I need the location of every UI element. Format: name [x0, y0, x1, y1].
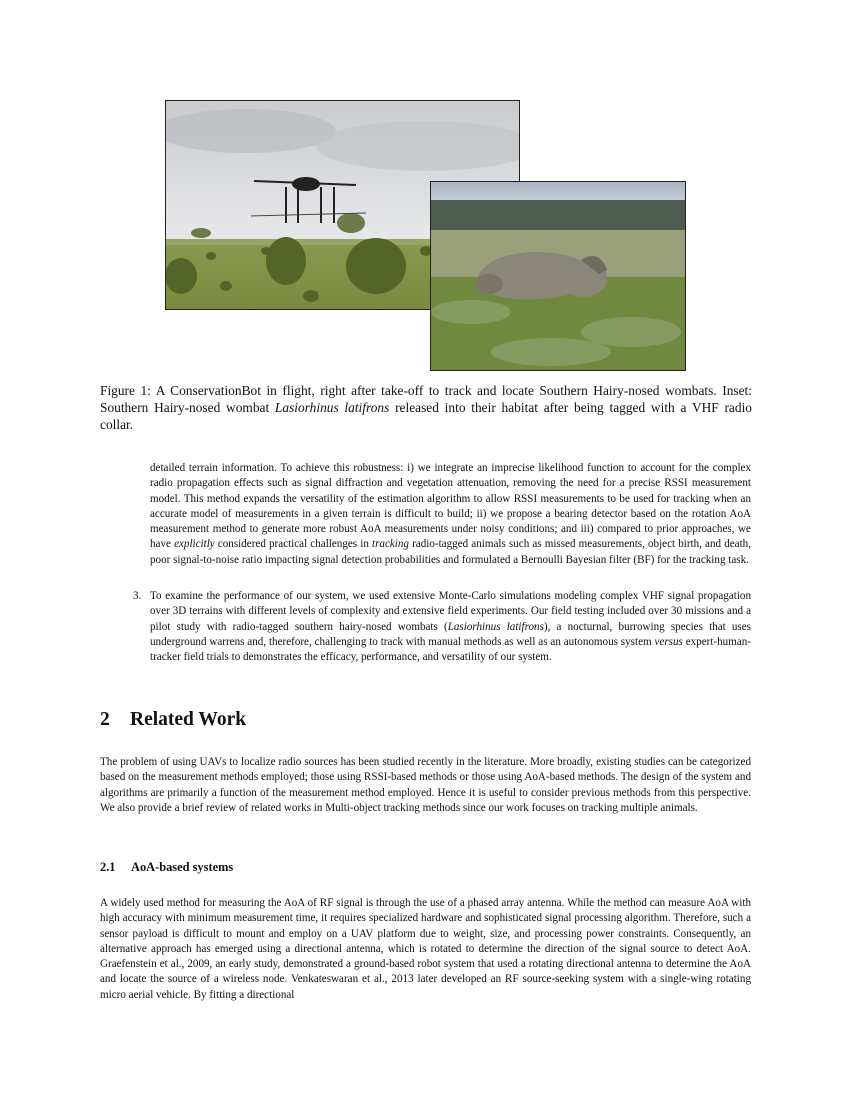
- contribution-item-3: [133, 589, 751, 665]
- emphasis-explicitly: explicitly: [174, 538, 215, 551]
- item-text-3: expert-human-tracker field trials to demonstrates the efficacy, performance, and versatility of our system.: [150, 635, 751, 664]
- item-text-2: ), a nocturnal, burrowing species that uses underground warrens and, therefore, challenging to track with manual methods as well as an autonomous system: [150, 620, 751, 648]
- emphasis-versus: versus: [654, 635, 683, 648]
- caption-text-end: released into their habitat after being tagged with a VHF radio collar.: [100, 400, 752, 432]
- section-title: Related Work: [130, 709, 247, 730]
- list-number: 3.: [133, 590, 142, 602]
- caption-species-name: Lasiorhinus latifrons: [274, 400, 390, 415]
- caption-text: Figure 1: A ConservationBot in flight, right after take-off to track and locate Southern Hairy-nosed wombats. Inset: Southern Hairy-nosed wombat: [100, 383, 752, 415]
- continuation-text-3: radio-tagged animals such as missed measurements, object birth, and death, poor signal-to-noise ratio impacting signal detection probabilities and formulated a Bernoulli Bayesian filter (BF) for the tracking task.: [150, 538, 751, 566]
- aoa-paragraph: A widely used method for measuring the AoA of RF signal is through the use of a phased array antenna. While the method can measure AoA with high accuracy with minimum measurement time, it requires specialized hardware and sophisticated signal processing algorithm. Therefore, such a sensor payload is difficult to mount and employ on a UAV platform due to weight, size, and processing power constraints. Consequently, an alternative approach has emerged using a directional antenna, which is rotated to determine the direction of the signal source to detect AoA. Graefenstein et al., 2009, an early study, demonstrated a ground-based robot system that used a rotating directional antenna to determine the AoA and locate the source of a wireless node. Venkateswaran et al., 2013 later developed an RF source-seeking system with a single-wing rotating micro aerial vehicle. By fitting a directional: [100, 897, 751, 1001]
- item-text: To examine the performance of our system, we used extensive Monte-Carlo simulations modeling complex VHF signal propagation over 3D terrains with different levels of complexity and extensive field experiments. Our field testing included over 30 missions and a pilot study with radio-tagged southern hairy-nosed wombats (: [150, 590, 751, 633]
- subsection-heading: [100, 860, 233, 875]
- section-number: 2: [100, 709, 110, 730]
- subsection-number: 2.1: [100, 860, 116, 874]
- subsection-title: AoA-based systems: [131, 860, 234, 874]
- related-work-paragraph: The problem of using UAVs to localize radio sources has been studied recently in the literature. More broadly, existing studies can be categorized based on the measurement methods employed; those using RSSI-based methods or those using AoA-based methods. The design of the system and algorithms are primarily a function of the measurement method employed. Hence it is useful to consider previous methods from this perspective. We also provide a brief review of related works in Multi-object tracking methods since our work focuses on tracking multiple animals.: [100, 756, 751, 814]
- wombat-inset-photo: [430, 181, 686, 371]
- emphasis-tracking: tracking: [372, 538, 409, 551]
- contribution-continuation: [150, 461, 751, 568]
- species-name: Lasiorhinus latifrons: [447, 620, 544, 633]
- continuation-text: detailed terrain information. To achieve this robustness: i) we integrate an imprecise likelihood function to account for the complex radio propagation effects such as signal diffraction and vegetation attenuation, removing the need for a precise RSSI measurement model. This method expands the versatility of the estimation algorithm to allow RSSI measurements to be used for tracking when an accurate model of measurements in a given terrain is difficult to build; ii) we propose a bearing detector based on the rotation AoA measurement method to generate more robust AoA measurements under noisy conditions; and iii) compared to prior approaches, we have: [150, 462, 751, 551]
- section-heading: [100, 709, 246, 731]
- figure-caption: [100, 382, 752, 433]
- continuation-text-2: considered practical challenges in: [214, 538, 372, 551]
